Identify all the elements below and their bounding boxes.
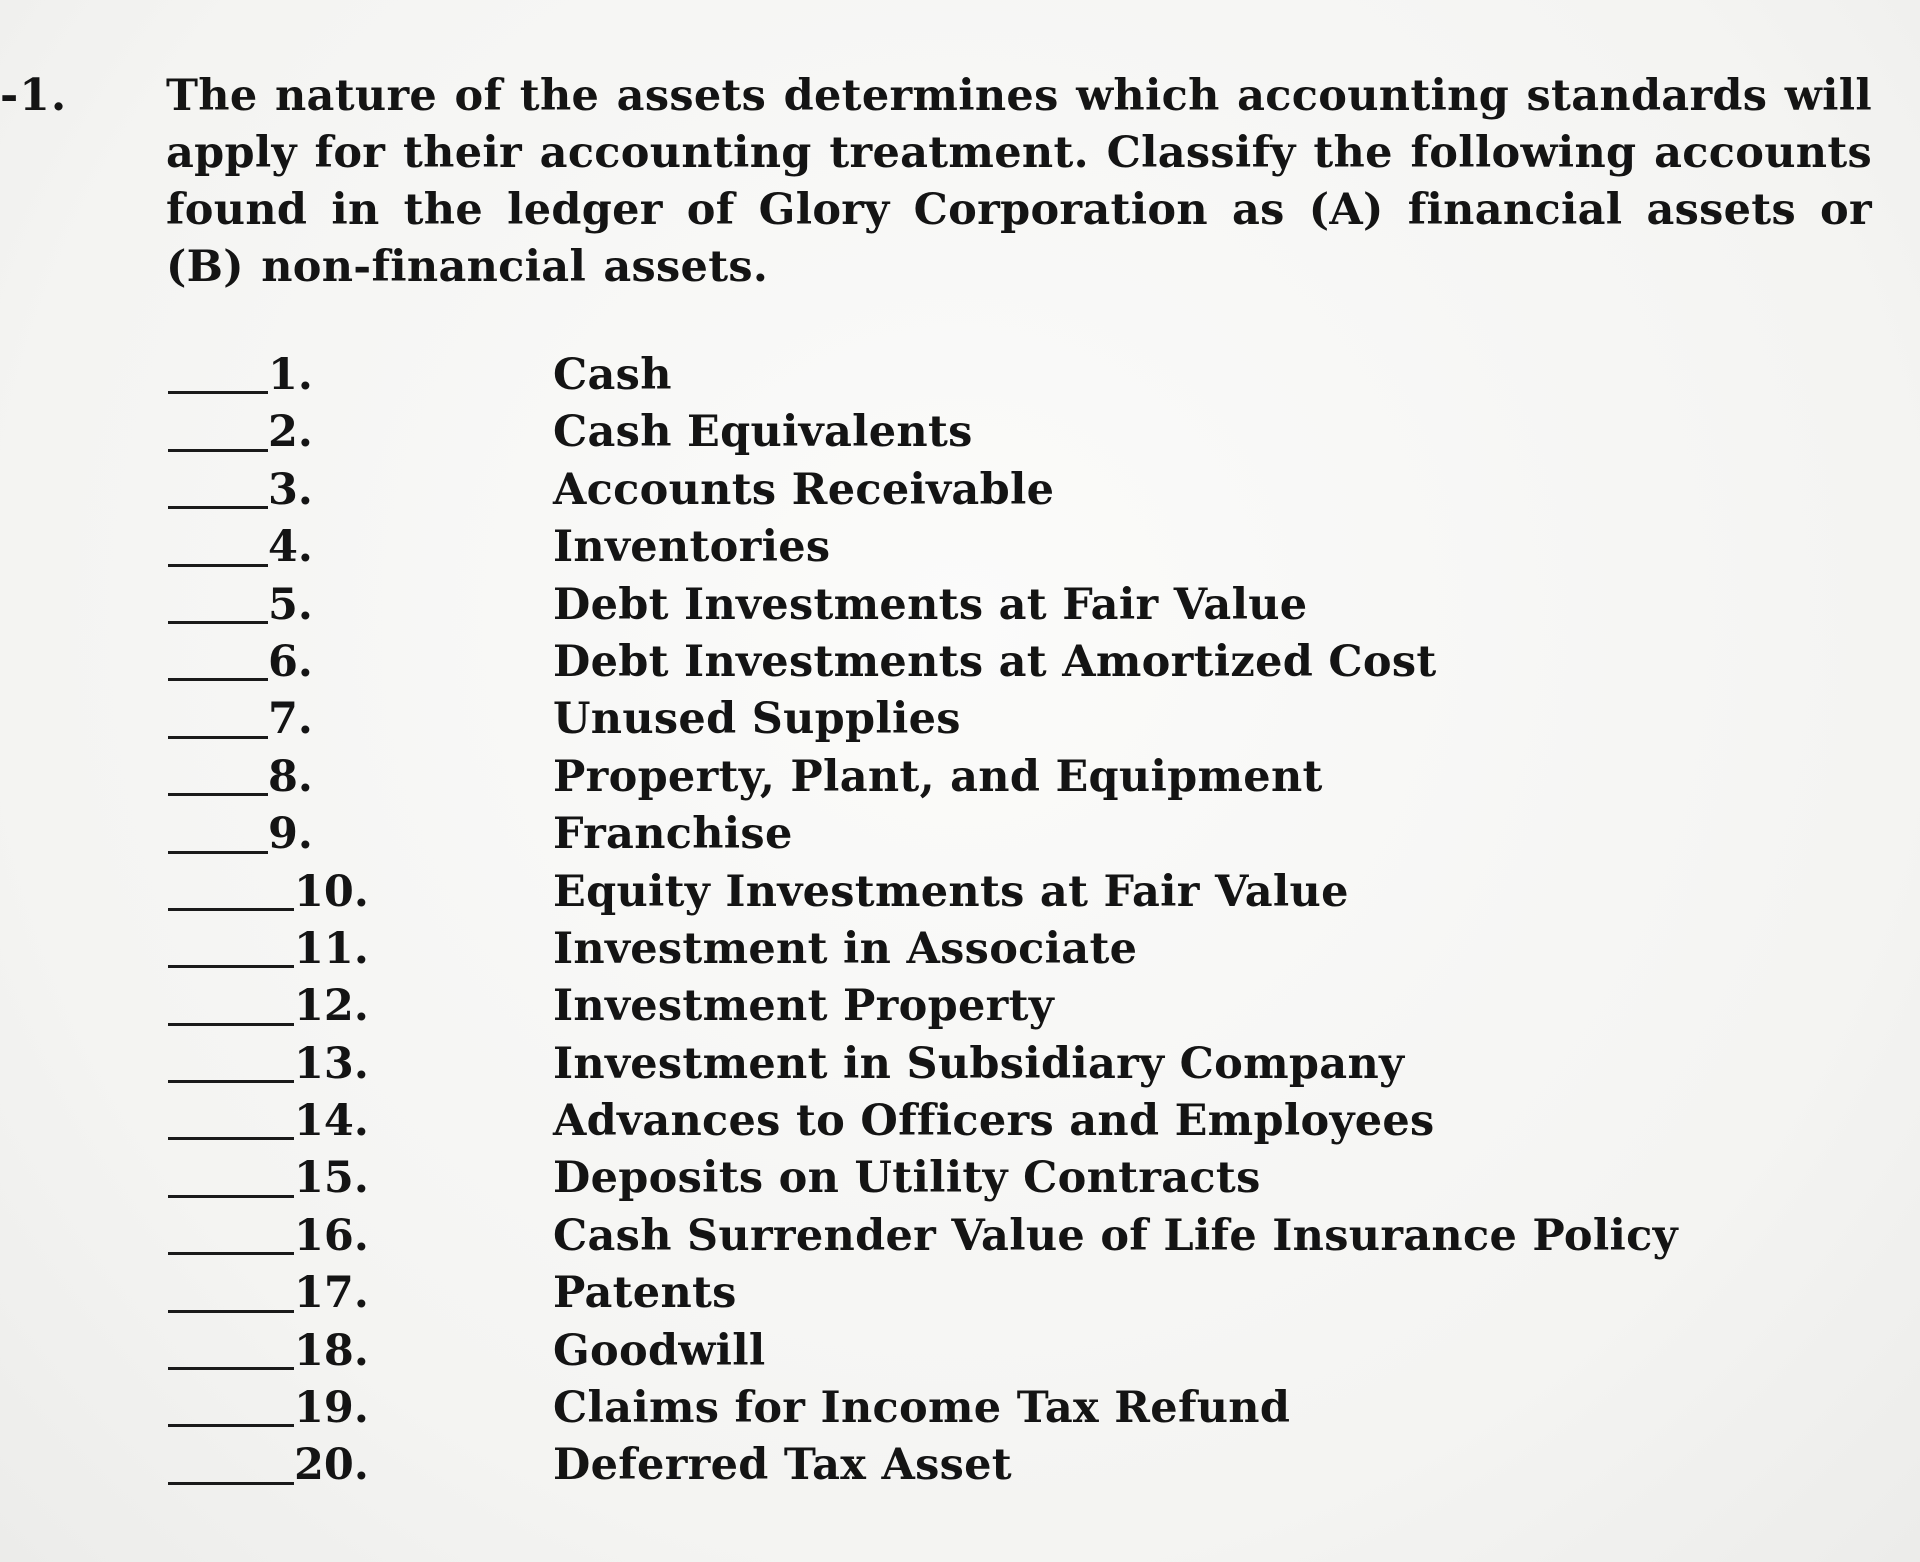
answer-blank[interactable] <box>168 564 268 567</box>
list-item <box>168 691 1768 748</box>
answer-blank[interactable] <box>168 621 268 624</box>
item-label: Patents <box>553 1268 737 1319</box>
item-number: 4. <box>268 522 313 573</box>
item-number: 16. <box>294 1210 369 1261</box>
list-item <box>168 806 1768 863</box>
list-item <box>168 864 1768 921</box>
answer-blank[interactable] <box>168 851 268 854</box>
item-number: 17. <box>294 1268 369 1319</box>
item-label: Debt Investments at Amortized Cost <box>553 636 1437 687</box>
list-item <box>168 519 1768 576</box>
item-label: Investment in Subsidiary Company <box>553 1038 1405 1089</box>
item-number: 5. <box>268 579 313 630</box>
answer-blank[interactable] <box>168 1252 294 1255</box>
answer-blank[interactable] <box>168 1080 294 1083</box>
item-number: 12. <box>294 981 369 1032</box>
item-number: 10. <box>294 866 369 917</box>
list-item <box>168 347 1768 404</box>
list-item <box>168 1150 1768 1207</box>
item-label: Investment Property <box>553 981 1055 1032</box>
item-number: 7. <box>268 694 313 745</box>
answer-blank[interactable] <box>168 908 294 911</box>
answer-blank[interactable] <box>168 1482 294 1485</box>
item-label: Debt Investments at Fair Value <box>553 579 1308 630</box>
item-label: Claims for Income Tax Refund <box>553 1383 1291 1434</box>
answer-blank[interactable] <box>168 1367 294 1370</box>
item-label: Deposits on Utility Contracts <box>553 1153 1261 1204</box>
problem-number: -1. <box>0 70 68 121</box>
item-number: 20. <box>294 1440 369 1491</box>
item-label: Goodwill <box>553 1325 766 1376</box>
item-label: Equity Investments at Fair Value <box>553 866 1349 917</box>
item-number: 14. <box>294 1096 369 1147</box>
item-number: 3. <box>268 464 313 515</box>
item-label: Inventories <box>553 522 831 573</box>
item-label: Cash Surrender Value of Life Insurance Policy <box>553 1210 1678 1261</box>
list-item <box>168 1323 1768 1380</box>
answer-blank[interactable] <box>168 793 268 796</box>
list-item <box>168 1437 1768 1494</box>
item-label: Unused Supplies <box>553 694 961 745</box>
answer-blank[interactable] <box>168 678 268 681</box>
item-label: Deferred Tax Asset <box>553 1440 1012 1491</box>
list-item <box>168 1036 1768 1093</box>
item-number: 19. <box>294 1383 369 1434</box>
answer-blank[interactable] <box>168 1137 294 1140</box>
list-item <box>168 921 1768 978</box>
list-item <box>168 749 1768 806</box>
item-label: Investment in Associate <box>553 923 1138 974</box>
list-item <box>168 404 1768 461</box>
answer-blank[interactable] <box>168 506 268 509</box>
item-label: Property, Plant, and Equipment <box>553 751 1323 802</box>
item-number: 11. <box>294 923 369 974</box>
answer-blank[interactable] <box>168 449 268 452</box>
item-label: Accounts Receivable <box>553 464 1055 515</box>
item-number: 1. <box>268 350 313 400</box>
item-label: Cash <box>553 350 672 400</box>
item-number: 6. <box>268 636 313 687</box>
item-number: 9. <box>268 809 313 860</box>
list-item <box>168 1208 1768 1265</box>
item-label: Advances to Officers and Employees <box>553 1096 1435 1147</box>
list-item <box>168 978 1768 1035</box>
answer-blank[interactable] <box>168 1195 294 1198</box>
item-number: 2. <box>268 407 313 458</box>
answer-blank[interactable] <box>168 1023 294 1026</box>
list-item <box>168 462 1768 519</box>
list-item <box>168 1093 1768 1150</box>
list-item <box>168 1265 1768 1322</box>
item-label: Cash Equivalents <box>553 407 973 458</box>
answer-blank[interactable] <box>168 965 294 968</box>
list-item <box>168 577 1768 634</box>
answer-blank[interactable] <box>168 736 268 739</box>
list-item <box>168 1380 1768 1437</box>
item-number: 13. <box>294 1038 369 1089</box>
item-number: 18. <box>294 1325 369 1376</box>
item-label: Franchise <box>553 809 793 860</box>
answer-blank[interactable] <box>168 1310 294 1313</box>
list-item <box>168 634 1768 691</box>
problem-instructions: The nature of the assets determines which accounting standards will apply for their accounting treatment. Classify the following accounts found in the ledger of Glory Corporation as (A) financial assets or (B) non-financial assets. <box>166 71 1872 292</box>
classification-list <box>168 347 1768 1495</box>
answer-blank[interactable] <box>168 391 268 394</box>
item-number: 8. <box>268 751 313 802</box>
item-number: 15. <box>294 1153 369 1204</box>
answer-blank[interactable] <box>168 1424 294 1427</box>
